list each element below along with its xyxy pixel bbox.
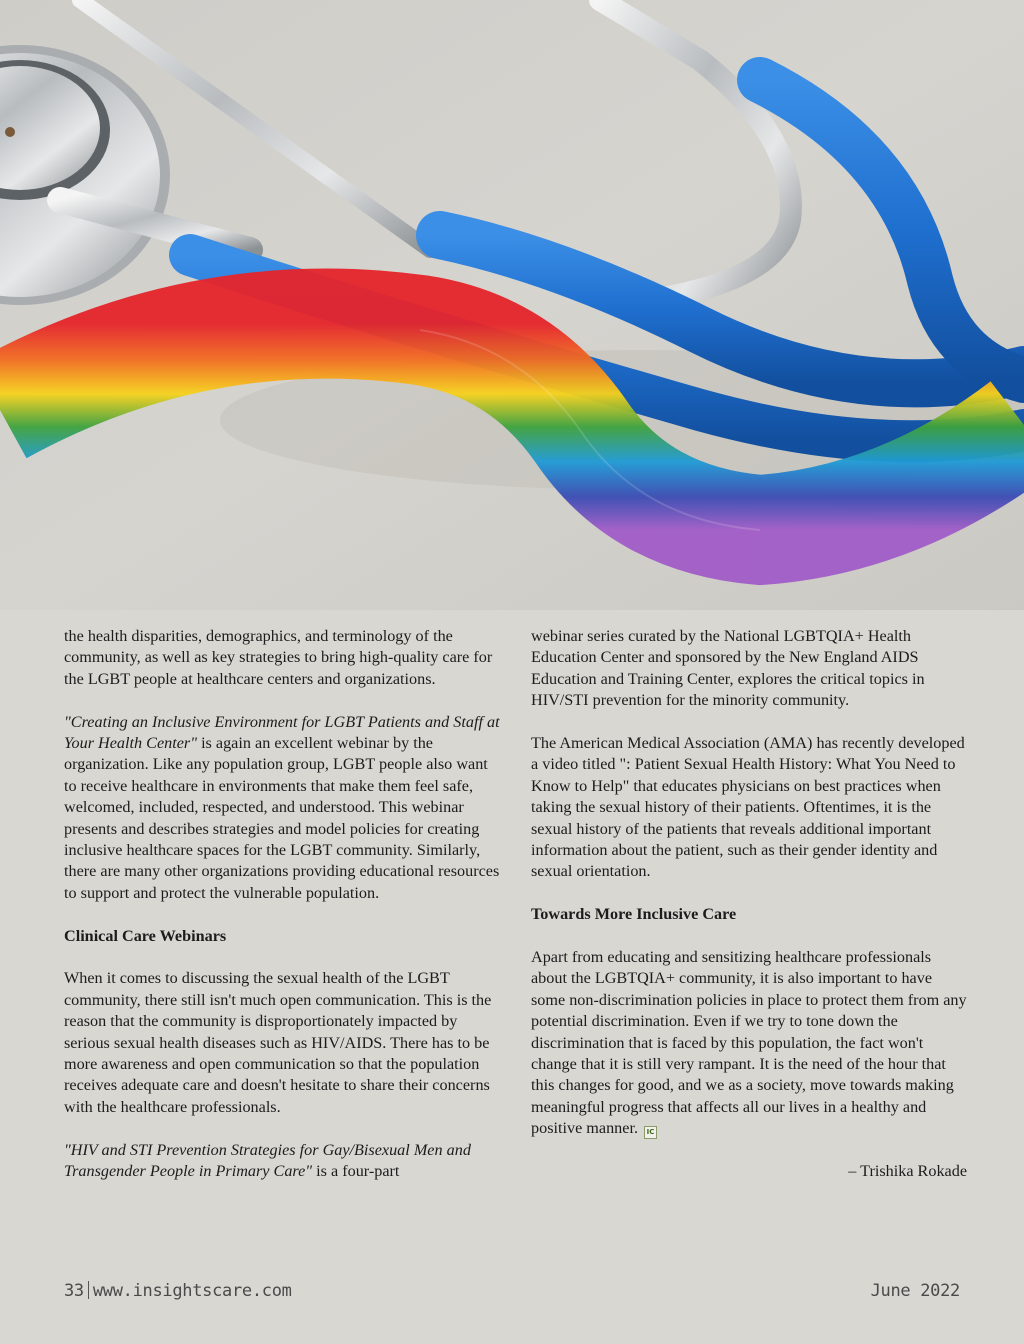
webinar-title: "Creating an Inclusive Environment for LGBT Patients and Staff at Your Health Center" [64, 712, 500, 753]
paragraph-text: is again an excellent webinar by the organization. Like any population group, LGBT people also want to receive healthcare in environments that make them feel safe, welcomed, included, respected, and understood. This webinar presents and describes strategies and model policies for creating inclusive healthcare spaces for the LGBT community. Similarly, there are many other organizations providing educational resources to support and protect the vulnerable population. [64, 734, 500, 902]
end-of-article-icon: IC [644, 1126, 657, 1139]
paragraph [64, 712, 500, 905]
paragraph: When it comes to discussing the sexual health of the LGBT community, there still isn't much open communication. This is the reason that the community is disproportionately impacted by serious sexual health diseases such as HIV/AIDS. There has to be more awareness and open communication so that the population receives adequate care and doesn't hesitate to share their concerns with the healthcare professionals. [64, 969, 492, 1116]
section-heading: Clinical Care Webinars [64, 926, 227, 945]
paragraph-text: is a four-part [312, 1162, 400, 1181]
right-column [531, 626, 967, 1204]
page-number: 33 [64, 1281, 84, 1301]
issue-date: June 2022 [870, 1281, 960, 1301]
webinar-title: "HIV and STI Prevention Strategies for Gay/Bisexual Men and Transgender People in Primary Care" [64, 1140, 471, 1181]
divider [88, 1281, 89, 1299]
paragraph [64, 1140, 500, 1183]
website-link[interactable]: www.insightscare.com [92, 1281, 292, 1301]
page-footer [64, 1281, 960, 1307]
paragraph-text: Apart from educating and sensitizing healthcare professionals about the LGBTQIA+ community, it is also important to have some non-discrimination policies in place to protect them from any potential discrimination. Even if we try to tone down the discrimination that is faced by this population, the fact won't change that it is still very rampant. It is the need of the hour that this changes for good, and we as a society, move towards making meaningful progress that affects all our lives in a healthy and positive manner. [531, 948, 967, 1138]
paragraph: webinar series curated by the National LGBTQIA+ Health Education Center and sponsored by the New England AIDS Education and Training Center, explores the critical topics in HIV/STI prevention for the minority community. [531, 627, 925, 710]
section-heading: Towards More Inclusive Care [531, 905, 737, 924]
paragraph: The American Medical Association (AMA) has recently developed a video titled ": Patient Sexual Health History: What You Need to Know to Help" that educates physicians on best practices when taking the sexual history of their patients. Oftentimes, it is the sexual history of the patients that reveals additional important information about the patient, such as their gender identity and sexual orientation. [531, 734, 965, 881]
paragraph: the health disparities, demographics, and terminology of the community, as well as key strategies to bring high-quality care for the LGBT people at healthcare centers and organizations. [64, 627, 493, 688]
paragraph [531, 947, 967, 1140]
hero-photo [0, 0, 1024, 610]
author-byline: – Trishika Rokade [848, 1162, 967, 1181]
left-column [64, 626, 500, 1204]
